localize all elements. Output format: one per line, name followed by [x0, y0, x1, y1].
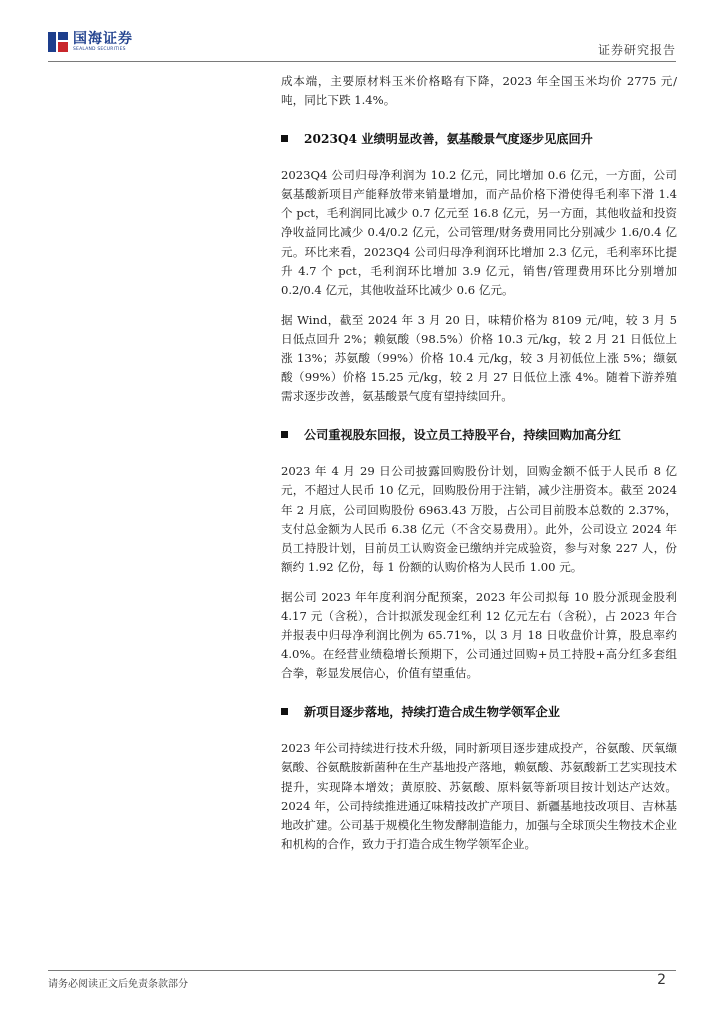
page-number: 2 [657, 972, 666, 988]
paragraph-dividend: 据公司 2023 年年度利润分配预案，2023 年公司拟每 10 股分派现金股利 4.17 元（含税），合计拟派发现金红利 12 亿元左右（含税），占 2023 年合并报表中归母净利润比例为 65.71%，以 3 月 18 日收盘价计算，股息率约 4.0%。在经营业绩稳增长预期下，公司通过回购+员工持股+高分红多套组合拳，彰显发展信心，价值有望重估。 [281, 589, 677, 681]
logo-name-en: SEALAND SECURITIES [73, 46, 126, 52]
footer-disclaimer: 请务必阅读正文后免责条款部分 [48, 979, 188, 990]
footer-divider [48, 970, 676, 971]
section-heading-text: 新项目逐步落地，持续打造合成生物学领军企业 [304, 704, 560, 719]
page-header [48, 30, 676, 60]
section-heading-shareholder [281, 424, 677, 444]
company-logo [48, 30, 133, 54]
report-type-label: 证券研究报告 [597, 43, 676, 57]
section-heading-projects [281, 701, 677, 721]
section-heading-text: 2023Q4 业绩明显改善，氨基酸景气度逐步见底回升 [304, 131, 593, 146]
logo-name-cn: 国海证券 [73, 30, 133, 47]
paragraph-buyback: 2023 年 4 月 29 日公司披露回购股份计划，回购金额不低于人民币 8 亿元，不超过人民币 10 亿元，回购股份用于注销，减少注册资本。截至 2024 年 2 月底，公司回购股份 6963.43 万股，占公司目前股本总数的 2.37%，支付总金额为人民币 6.38 亿元（不含交易费用）。此外，公司设立 2024 年员工持股计划，目前员工认购资金已缴纳并完成验资，参与对象 227 人，份额约 1.92 亿份，每 1 份额的认购价格为人民币 1.00 元。 [281, 464, 677, 574]
square-bullet-icon [281, 431, 288, 438]
header-divider [48, 61, 676, 62]
square-bullet-icon [281, 135, 288, 142]
main-content [281, 72, 677, 865]
paragraph-new-projects: 2023 年公司持续进行技术升级，同时新项目逐步建成投产，谷氨酸、厌氧缬氨酸、谷氨酰胺新菌种在生产基地投产落地，赖氨酸、苏氨酸新工艺实现技术提升，实现降本增效；黄原胶、苏氨酸、原料氨等新项目按计划达产达效。2024 年，公司持续推进通辽味精技改扩产项目、新疆基地技改项目、吉林基地改扩建。公司基于规模化生物发酵制造能力，加强与全球顶尖生物技术企业和机构的合作，致力于打造合成生物学领军企业。 [281, 741, 677, 851]
paragraph-amino-prices: 据 Wind，截至 2024 年 3 月 20 日，味精价格为 8109 元/吨，较 3 月 5 日低点回升 2%；赖氨酸（98.5%）价格 10.3 元/kg，较 2 月 21 日低位上涨 13%；苏氨酸（99%）价格 10.4 元/kg，较 3 月初低位上涨 5%；缬氨酸（99%）价格 15.25 元/kg，较 2 月 27 日低位上涨 4%。随着下游养殖需求逐步改善，氨基酸景气度有望持续回升。 [281, 312, 677, 404]
section-heading-q4 [281, 128, 677, 148]
paragraph-cost: 成本端，主要原材料玉米价格略有下降，2023 年全国玉米均价 2775 元/吨，同比下跌 1.4%。 [281, 74, 677, 108]
section-heading-text: 公司重视股东回报，设立员工持股平台，持续回购加高分红 [304, 427, 621, 442]
paragraph-q4-profit: 2023Q4 公司归母净利润为 10.2 亿元，同比增加 0.6 亿元，一方面，公司氨基酸新项目产能释放带来销量增加，而产品价格下滑使得毛利率下滑 1.4 个 pct，毛利润同比减少 0.7 亿元至 16.8 亿元，另一方面，其他收益和投资净收益同比减少 0.4/0.2 亿元，公司管理/财务费用同比分别减少 1.6/0.4 亿元。环比来看，2023Q4 公司归母净利润环比增加 2.3 亿元，毛利率环比提升 4.7 个 pct，毛利润环比增加 3.9 亿元，销售/管理费用环比分别增加 0.2/0.4 亿元，其他收益环比减少 0.6 亿元。 [281, 168, 677, 297]
square-bullet-icon [281, 708, 288, 715]
logo-mark-icon [48, 32, 68, 52]
